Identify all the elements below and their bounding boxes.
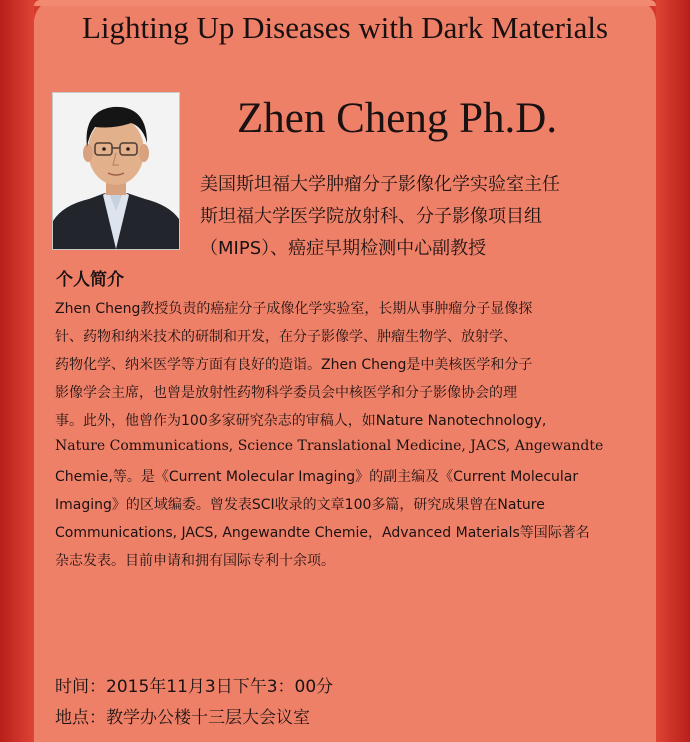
event-place: 地点：教学办公楼十三层大会议室 — [55, 708, 310, 728]
event-time: 时间：2015年11月3日下午3：00分 — [55, 677, 334, 697]
bio-line: 杂志发表。目前申请和拥有国际专利十余项。 — [55, 553, 335, 569]
frame-left-edge — [0, 0, 34, 742]
bio-line: 影像学会主席，也曾是放射性药物科学委员会中核医学和分子影像协会的理 — [55, 385, 517, 401]
bio-line: 药物化学、纳米医学等方面有良好的造诣。Zhen Cheng是中美核医学和分子 — [55, 357, 533, 373]
frame-right-edge — [656, 0, 690, 742]
speaker-portrait — [52, 92, 180, 250]
bio-heading: 个人简介 — [56, 270, 124, 290]
affiliation-line: 斯坦福大学医学院放射科、分子影像项目组 — [200, 206, 542, 227]
affiliation-line: （MIPS）、癌症早期检测中心副教授 — [200, 238, 487, 259]
bio-line: 针、药物和纳米技术的研制和开发，在分子影像学、肿瘤生物学、放射学、 — [55, 329, 517, 345]
speaker-name: Zhen Cheng Ph.D. — [237, 95, 558, 142]
bio-line: Chemie,等。是《Current Molecular Imaging》的副主编及《Current Molecular — [55, 469, 579, 485]
speaker-portrait-image — [53, 93, 179, 249]
bio-line: Imaging》的区域编委。曾发表SCI收录的文章100多篇，研究成果曾在Nature — [55, 497, 545, 513]
bio-line: Nature Communications, Science Translational Medicine, JACS, Angewandte — [55, 438, 604, 454]
poster-card-top — [34, 0, 656, 6]
bio-line: 事。此外，他曾作为100多家研究杂志的审稿人，如Nature Nanotechnology, — [55, 413, 547, 429]
poster-title: Lighting Up Diseases with Dark Materials — [81, 10, 609, 45]
bio-line: Zhen Cheng教授负责的癌症分子成像化学实验室，长期从事肿瘤分子显像探 — [55, 301, 533, 317]
affiliation-line: 美国斯坦福大学肿瘤分子影像化学实验室主任 — [200, 174, 560, 195]
bio-line: Communications, JACS, Angewandte Chemie，Advanced Materials等国际著名 — [55, 525, 590, 541]
